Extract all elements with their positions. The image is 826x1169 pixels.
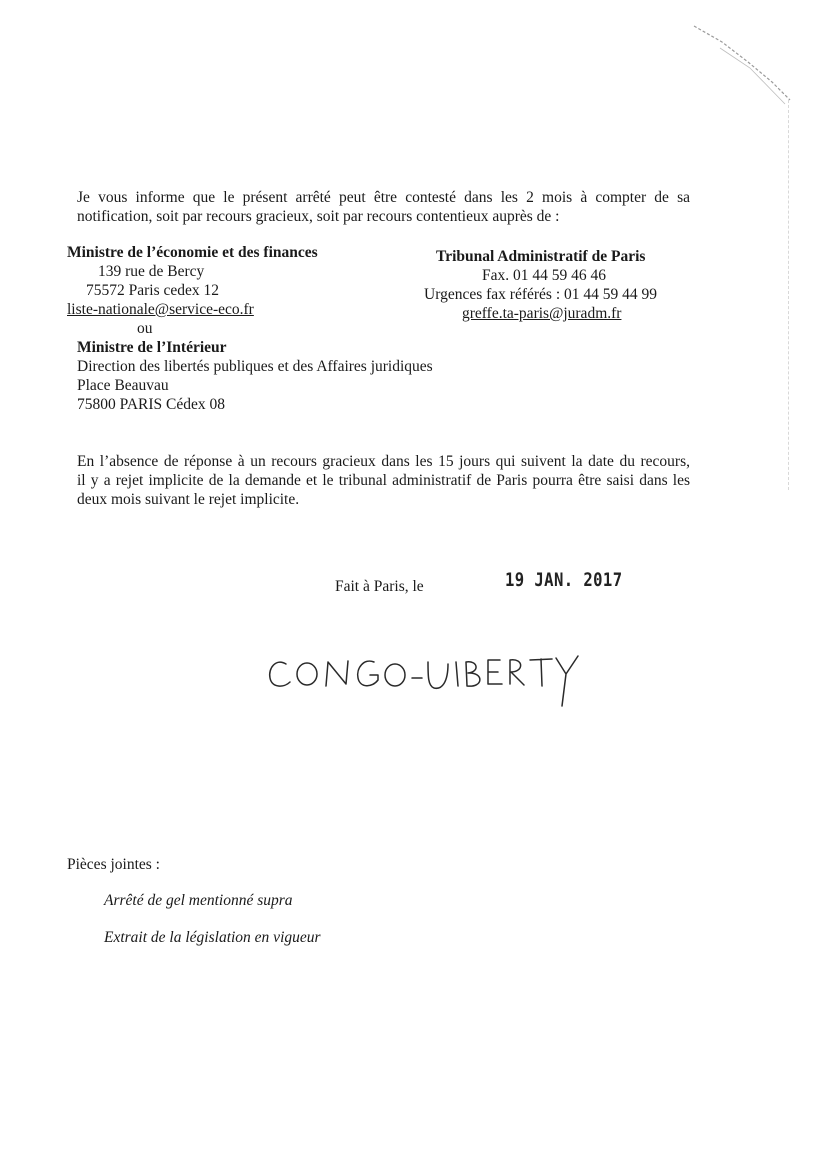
tribunal-fax: Fax. 01 44 59 46 46 — [482, 267, 606, 284]
absence-line-2: il y a rejet implicite de la demande et le tribunal administratif de Paris pourra être saisi dans les — [77, 472, 690, 489]
date-stamp: 19 JAN. 2017 — [505, 569, 623, 591]
scan-edge-mark — [788, 100, 795, 490]
ministry2-dept: Direction des libertés publiques et des Affaires juridiques — [77, 358, 433, 375]
intro-line-2: notification, soit par recours gracieux, soit par recours contentieux auprès de : — [77, 208, 560, 225]
ministry1-street: 139 rue de Bercy — [98, 263, 205, 280]
absence-line-1: En l’absence de réponse à un recours gracieux dans les 15 jours qui suivent la date du recours, — [77, 453, 690, 470]
attachment-item: Extrait de la législation en vigueur — [104, 929, 321, 946]
ministry1-name: Ministre de l’économie et des finances — [67, 244, 318, 261]
tribunal-urgent-fax: Urgences fax référés : 01 44 59 44 99 — [424, 286, 657, 303]
absence-line-3: deux mois suivant le rejet implicite. — [77, 491, 300, 508]
ministry1-email[interactable]: liste-nationale@service-eco.fr — [67, 301, 254, 318]
ministry1-city: 75572 Paris cedex 12 — [86, 282, 220, 299]
ministry2-name: Ministre de l’Intérieur — [77, 339, 227, 356]
intro-paragraph — [77, 188, 690, 226]
signature-place: Fait à Paris, le — [335, 578, 424, 595]
ministry2-city: 75800 PARIS Cédex 08 — [77, 396, 225, 413]
attachments-heading: Pièces jointes : — [67, 856, 160, 873]
tribunal-name: Tribunal Administratif de Paris — [436, 248, 646, 265]
or-separator: ou — [137, 320, 153, 337]
absence-paragraph — [77, 452, 690, 509]
tribunal-email[interactable]: greffe.ta-paris@juradm.fr — [462, 305, 622, 322]
scan-corner-mark — [690, 20, 800, 110]
intro-line-1: Je vous informe que le présent arrêté peut être contesté dans les 2 mois à compter de sa — [77, 189, 690, 206]
attachment-item: Arrêté de gel mentionné supra — [104, 892, 293, 909]
ministry2-street: Place Beauvau — [77, 377, 169, 394]
handwritten-signature — [262, 648, 592, 716]
